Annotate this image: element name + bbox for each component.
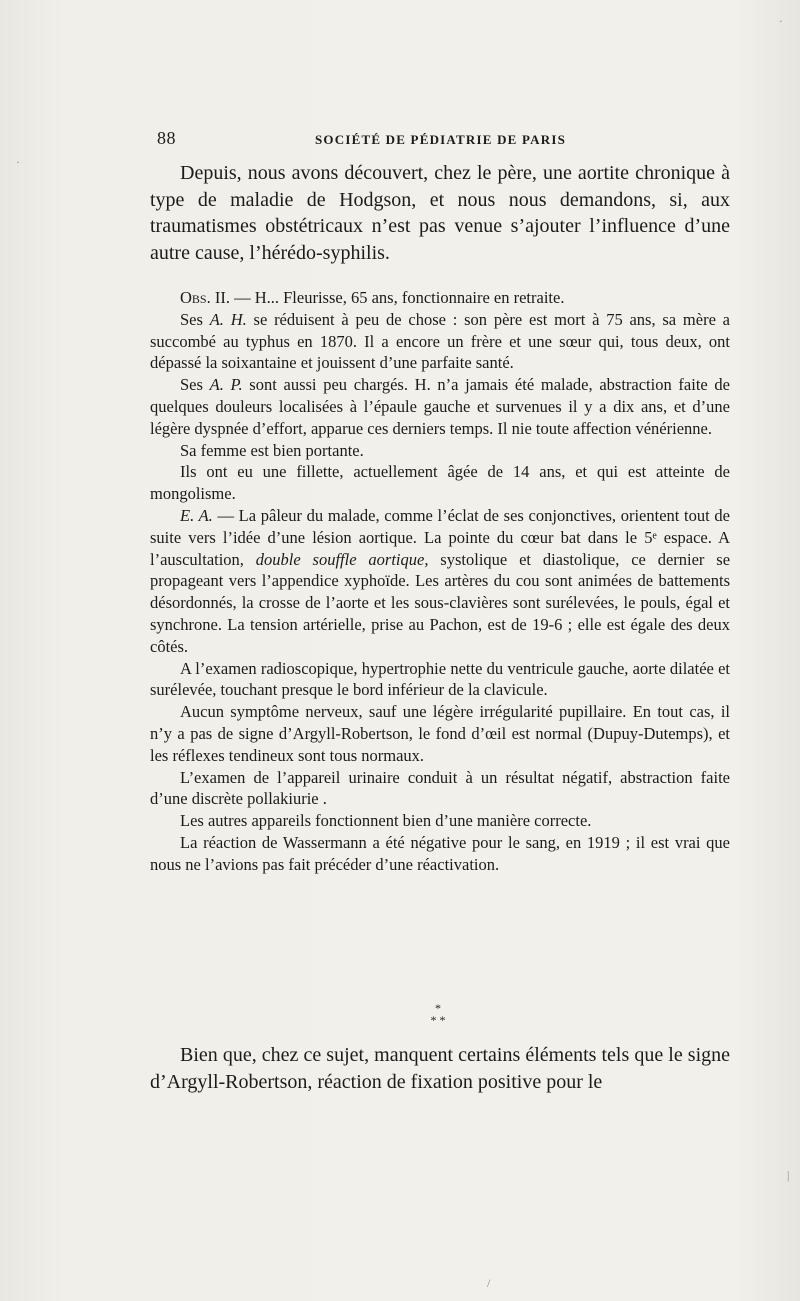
scan-speck-mark: · xyxy=(779,14,783,28)
lead-paragraph: Depuis, nous avons découvert, chez le père, une aortite chronique à type de maladie de Hodgson, et nous nous demandons, si, aux traumatismes obstétricaux n’est pas venue s’ajouter l’influence d’une autre cause, l’hérédo-syphilis. xyxy=(150,162,730,264)
running-title: SOCIÉTÉ DE PÉDIATRIE DE PARIS xyxy=(315,132,567,147)
urinary-paragraph: L’examen de l’appareil urinaire conduit à un résultat négatif, abstraction faite d’une discrète pollakiurie . xyxy=(150,767,730,809)
lead-paragraph-block xyxy=(150,160,730,266)
closing-paragraph-block xyxy=(150,1042,730,1095)
double-aortic-murmur: double souffle aortique, xyxy=(255,549,429,569)
observation-block xyxy=(150,287,730,876)
scan-speck-mark: · xyxy=(16,155,20,169)
radioscopy-paragraph: A l’examen radioscopique, hypertrophie nette du ventricule gauche, aorte dilatée et surélevée, touchant presque le bord inférieur de la clavicule. xyxy=(150,658,730,700)
child-paragraph: Ils ont eu une fillette, actuellement âgée de 14 ans, et qui est atteinte de mongolisme. xyxy=(150,462,730,504)
spouse-paragraph: Sa femme est bien portante. xyxy=(180,440,364,460)
family-history-text: se réduisent à peu de chose : son père est mort à 75 ans, sa mère a succombé au typhus en 1870. Il a encore un frère et une sœur qui, tous deux, ont dépassé la soixantaine et jouissent d’une parfaite santé. xyxy=(150,309,731,373)
clinical-exam-paragraph xyxy=(150,505,730,658)
neurology-paragraph: Aucun symptôme nerveux, sauf une légère irrégularité pupillaire. En tout cas, il n’y a pas de signe d’Argyll-Robertson, le fond d’œil est normal (Dupuy-Dutemps), et les réflexes tendineux sont tous normaux. xyxy=(150,702,730,765)
clinical-exam-text: — La pâleur du malade, comme l’éclat de ses conjonctives, orientent tout de suite vers l’idée d’une lésion aortique. La pointe du cœur bat dans le 5ᵉ espace. A l’auscultation, xyxy=(150,505,730,569)
section-separator xyxy=(418,1002,458,1028)
clinical-exam-end: systolique et diastolique, ce dernier se propageant vers l’appendice xyphoïde. Les artères du cou sont animées de battements désordonnés, la crosse de l’aorte et les sous-clavières sont surélevées, le pouls, égal et synchrone. La tension artérielle, prise au Pachon, est de 19-6 ; elle est égale des deux côtés. xyxy=(150,549,731,656)
scan-speck-mark: | xyxy=(787,1168,790,1182)
observation-label: Obs. II. xyxy=(180,288,230,307)
closing-paragraph: Bien que, chez ce sujet, manquent certains éléments tels que le signe d’Argyll-Robertson, réaction de fixation positive pour le xyxy=(150,1044,730,1093)
personal-history-start: Ses xyxy=(180,375,210,395)
wassermann-paragraph: La réaction de Wassermann a été négative pour le sang, en 1919 ; il est vrai que nous ne l’avions pas fait précéder d’une réactivation. xyxy=(150,832,730,874)
family-history-paragraph xyxy=(150,309,730,374)
family-history-start: Ses xyxy=(180,309,210,329)
page-number: 88 xyxy=(157,128,176,148)
family-history-abbrev: A. H. xyxy=(209,309,247,329)
personal-history-text: sont aussi peu chargés. H. n’a jamais été malade, abstraction faite de quelques douleurs localisées à l’épaule gauche et survenues il y a dix ans, et d’une légère dyspnée d’effort, apparue ces derniers temps. Il nie toute affection vénérienne. xyxy=(150,375,730,438)
separator-top-asterisk: * xyxy=(435,1001,441,1015)
other-systems-paragraph: Les autres appareils fonctionnent bien d’une manière correcte. xyxy=(180,811,592,831)
scan-speck-mark: / xyxy=(487,1276,491,1290)
clinical-exam-abbrev: E. A. xyxy=(180,505,213,525)
personal-history-abbrev: A. P. xyxy=(209,375,243,395)
separator-bottom-asterisks: * * xyxy=(430,1013,446,1027)
page-header xyxy=(150,128,730,152)
personal-history-paragraph xyxy=(150,374,730,439)
observation-heading-text: — H... Fleurisse, 65 ans, fonctionnaire en retraite. xyxy=(229,288,565,307)
observation-heading xyxy=(150,287,730,309)
